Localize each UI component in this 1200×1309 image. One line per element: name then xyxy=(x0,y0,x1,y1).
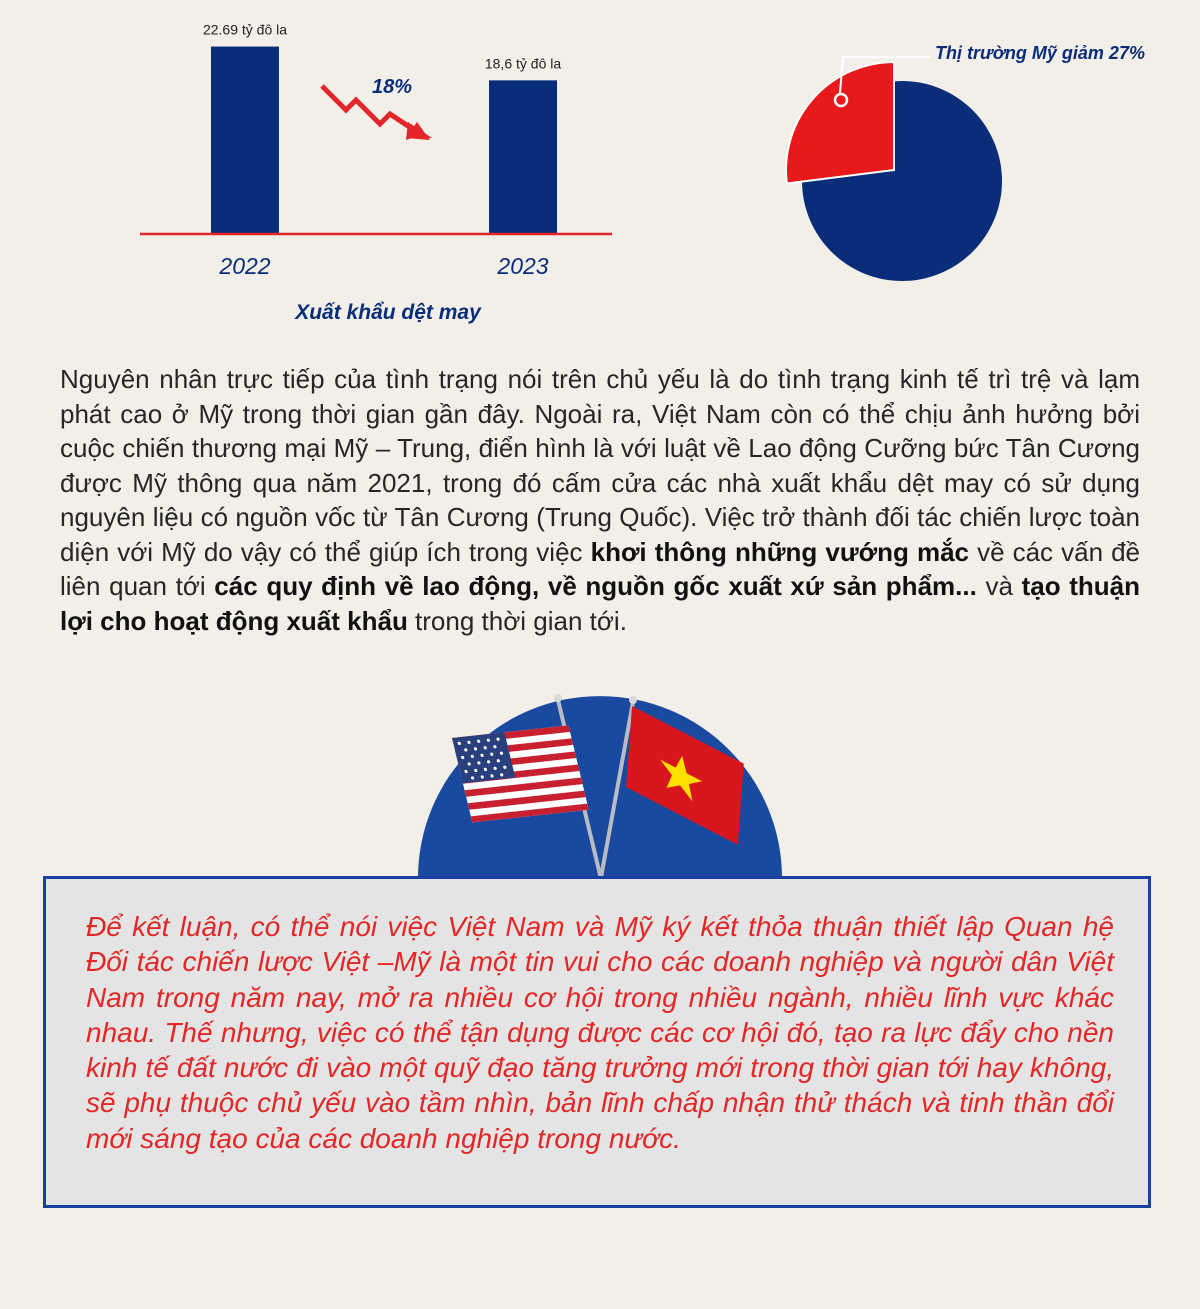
chart-title: Xuất khẩu dệt may xyxy=(295,301,481,324)
pie-slice-us-market xyxy=(786,62,894,184)
flags-illustration xyxy=(400,680,800,905)
pie-annotation: Thị trường Mỹ giảm 27% xyxy=(935,43,1145,63)
emphasis-text: tạo thuận lợi cho hoạt động xuất khẩu xyxy=(60,571,1140,636)
textile-export-bar-chart xyxy=(130,10,630,340)
bar-2023 xyxy=(489,80,557,234)
paragraph-text: và xyxy=(976,571,1022,601)
us-flag-icon xyxy=(452,725,589,822)
conclusion-text: Để kết luận, có thể nói việc Việt Nam và Mỹ ký kết thỏa thuận thiết lập Quan hệ Đối tác chiến lược Việt –Mỹ là một tin vui cho các doanh nghiệp và người dân Việt Nam trong năm nay, mở ra nhiều cơ hội trong nhiều ngành, nhiều lĩnh vực khác nhau. Thế nhưng, việc có thể tận dụng được các cơ hội đó, tạo ra lực đẩy cho nền kinh tế đất nước đi vào một quỹ đạo tăng trưởng mới trong thời gian tới hay không, sẽ phụ thuộc chủ yếu vào tầm nhìn, bản lĩnh chấp nhận thử thách và tinh thần đổi mới sáng tạo của các doanh nghiệp trong nước. xyxy=(86,911,1114,1154)
change-percent-label: 18% xyxy=(371,76,413,98)
x-tick-label-2022: 2022 xyxy=(219,253,271,279)
paragraph-text: Nguyên nhân trực tiếp của tình trạng nói trên chủ yếu là do tình trạng kinh tế trì trệ và lạm phát cao ở Mỹ trong thời gian gần đây. Ngoài ra, Việt Nam còn có thể chịu ảnh hưởng bởi cuộc chiến thương mại Mỹ – Trung, điển hình là với luật về Lao động Cưỡng bức Tân Cương được Mỹ thông qua năm 2021, trong đó cấm cửa các nhà xuất khẩu dệt may có sử dụng nguyên liệu có nguồn vốc từ Tân Cương (Trung Quốc). Việc trở thành đối tác chiến lược toàn diện với Mỹ do vậy có thể giúp ích trong việc xyxy=(60,364,1140,567)
bar-value-label-2023: 18,6 tỷ đô la xyxy=(484,55,562,72)
conclusion-box xyxy=(43,876,1151,1208)
paragraph-text: trong thời gian tới. xyxy=(407,605,627,636)
body-paragraph xyxy=(60,362,1140,638)
x-tick-label-2023: 2023 xyxy=(497,253,549,279)
bar-value-label-2022: 22.69 tỷ đô la xyxy=(202,21,288,38)
emphasis-text: các quy định về lao động, về nguồn gốc xuất xứ sản phẩm... xyxy=(214,571,977,601)
bar-2022 xyxy=(211,47,279,234)
annotation-marker xyxy=(835,94,847,106)
emphasis-text: khơi thông những vướng mắc xyxy=(590,536,970,567)
us-market-pie-chart xyxy=(780,30,1180,290)
paragraph-text: về các vấn đề liên quan tới xyxy=(60,536,1141,601)
